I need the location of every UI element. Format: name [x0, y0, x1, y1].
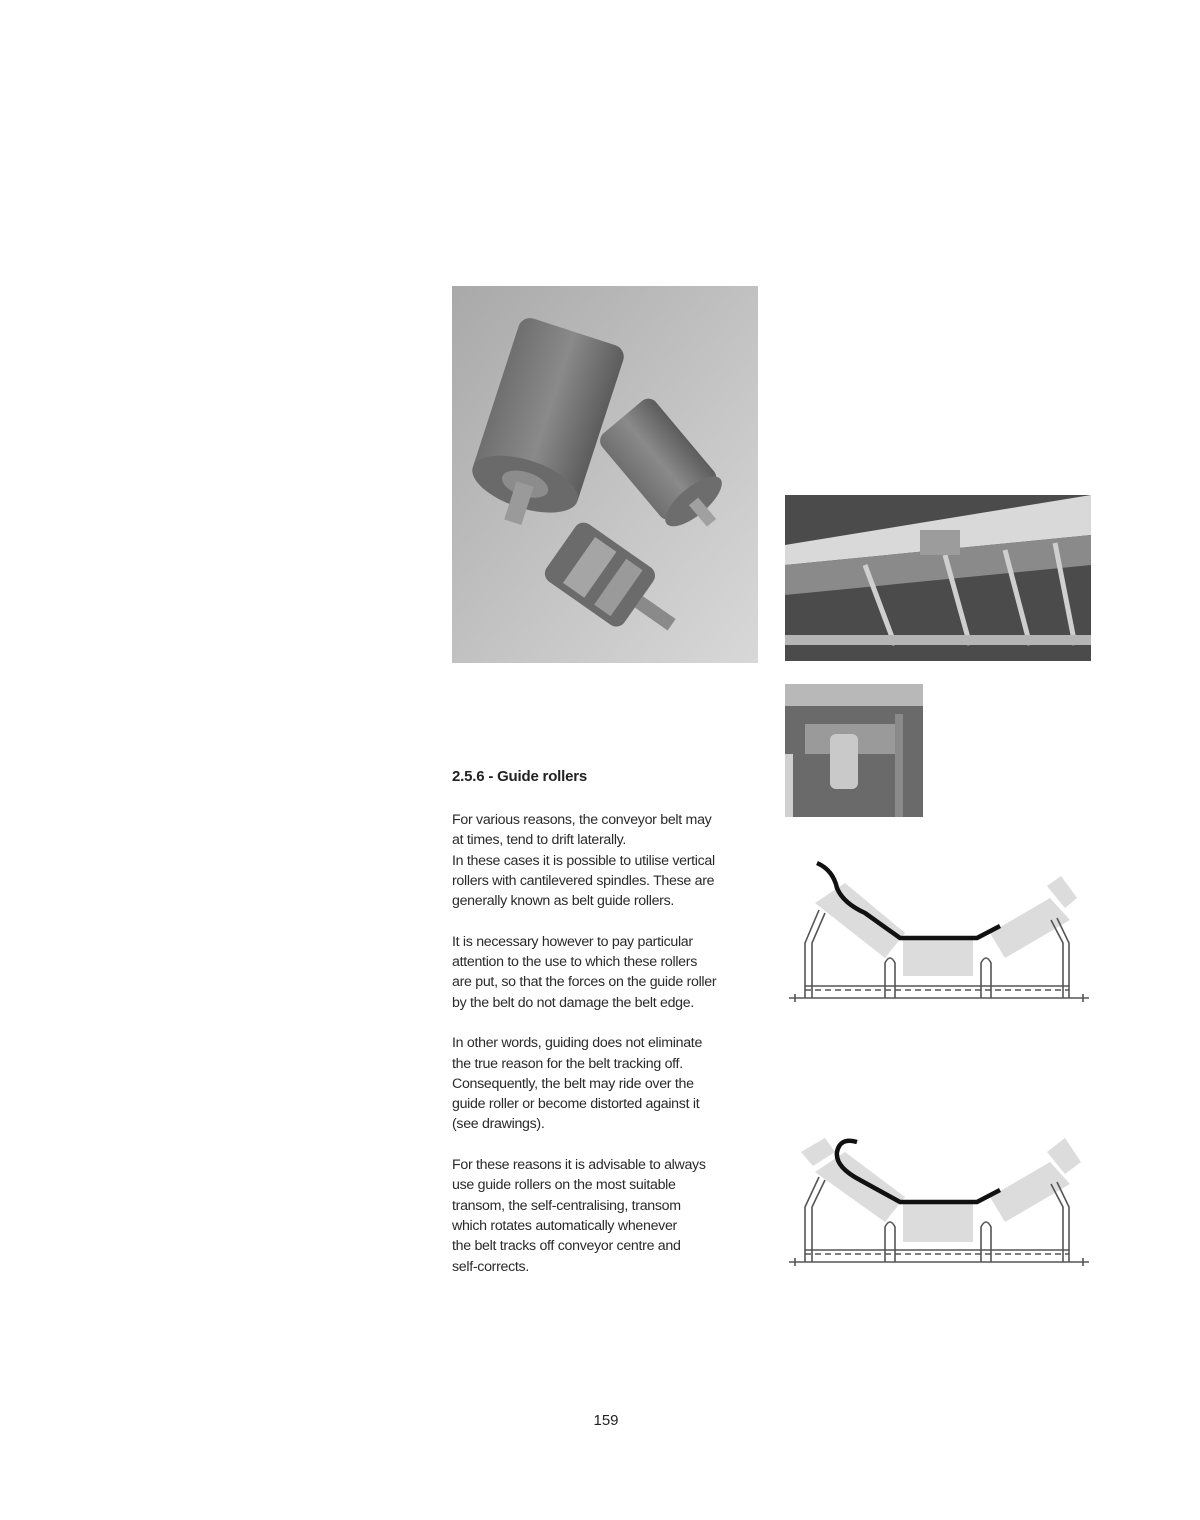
text-line: generally known as belt guide rollers. [452, 893, 675, 910]
text-line: the belt tracks off conveyor centre and [452, 1238, 681, 1255]
text-line: use guide rollers on the most suitable [452, 1177, 676, 1194]
paragraph-3 [452, 1033, 758, 1134]
paragraph-4 [452, 1155, 758, 1277]
text-line: by the belt do not damage the belt edge. [452, 994, 694, 1011]
page-number: 159 [593, 1412, 619, 1429]
text-line: Consequently, the belt may ride over the [452, 1075, 694, 1092]
section-title: 2.5.6 - Guide rollers [452, 768, 588, 785]
text-line: attention to the use to which these rollers [452, 954, 697, 971]
text-line: which rotates automatically whenever [452, 1217, 677, 1234]
text-line: self-corrects. [452, 1258, 529, 1275]
text-line: (see drawings). [452, 1116, 545, 1133]
text-line: For various reasons, the conveyor belt may [452, 812, 712, 828]
guide-rollers-photo [452, 286, 758, 663]
text-line: guide roller or become distorted against it [452, 1096, 700, 1113]
belt-ride-over-drawing [785, 858, 1091, 1010]
conveyor-photo [785, 495, 1091, 661]
text-line: For these reasons it is advisable to always [452, 1157, 706, 1174]
text-line: are put, so that the forces on the guide roller [452, 974, 717, 991]
text-line: at times, tend to drift laterally. [452, 832, 627, 849]
paragraph-2 [452, 932, 758, 1013]
text-line: rollers with cantilevered spindles. These are [452, 872, 715, 889]
text-line: transom, the self-centralising, transom [452, 1197, 681, 1214]
guide-rollers-section [452, 768, 758, 1297]
text-line: In other words, guiding does not eliminate [452, 1035, 703, 1052]
guide-roller-closeup-photo [785, 684, 923, 817]
text-line: In these cases it is possible to utilise vertical [452, 852, 715, 869]
paragraph-1 [452, 810, 758, 911]
text-line: the true reason for the belt tracking off. [452, 1055, 683, 1072]
text-line: It is necessary however to pay particular [452, 933, 693, 950]
belt-distorted-drawing [785, 1132, 1091, 1272]
